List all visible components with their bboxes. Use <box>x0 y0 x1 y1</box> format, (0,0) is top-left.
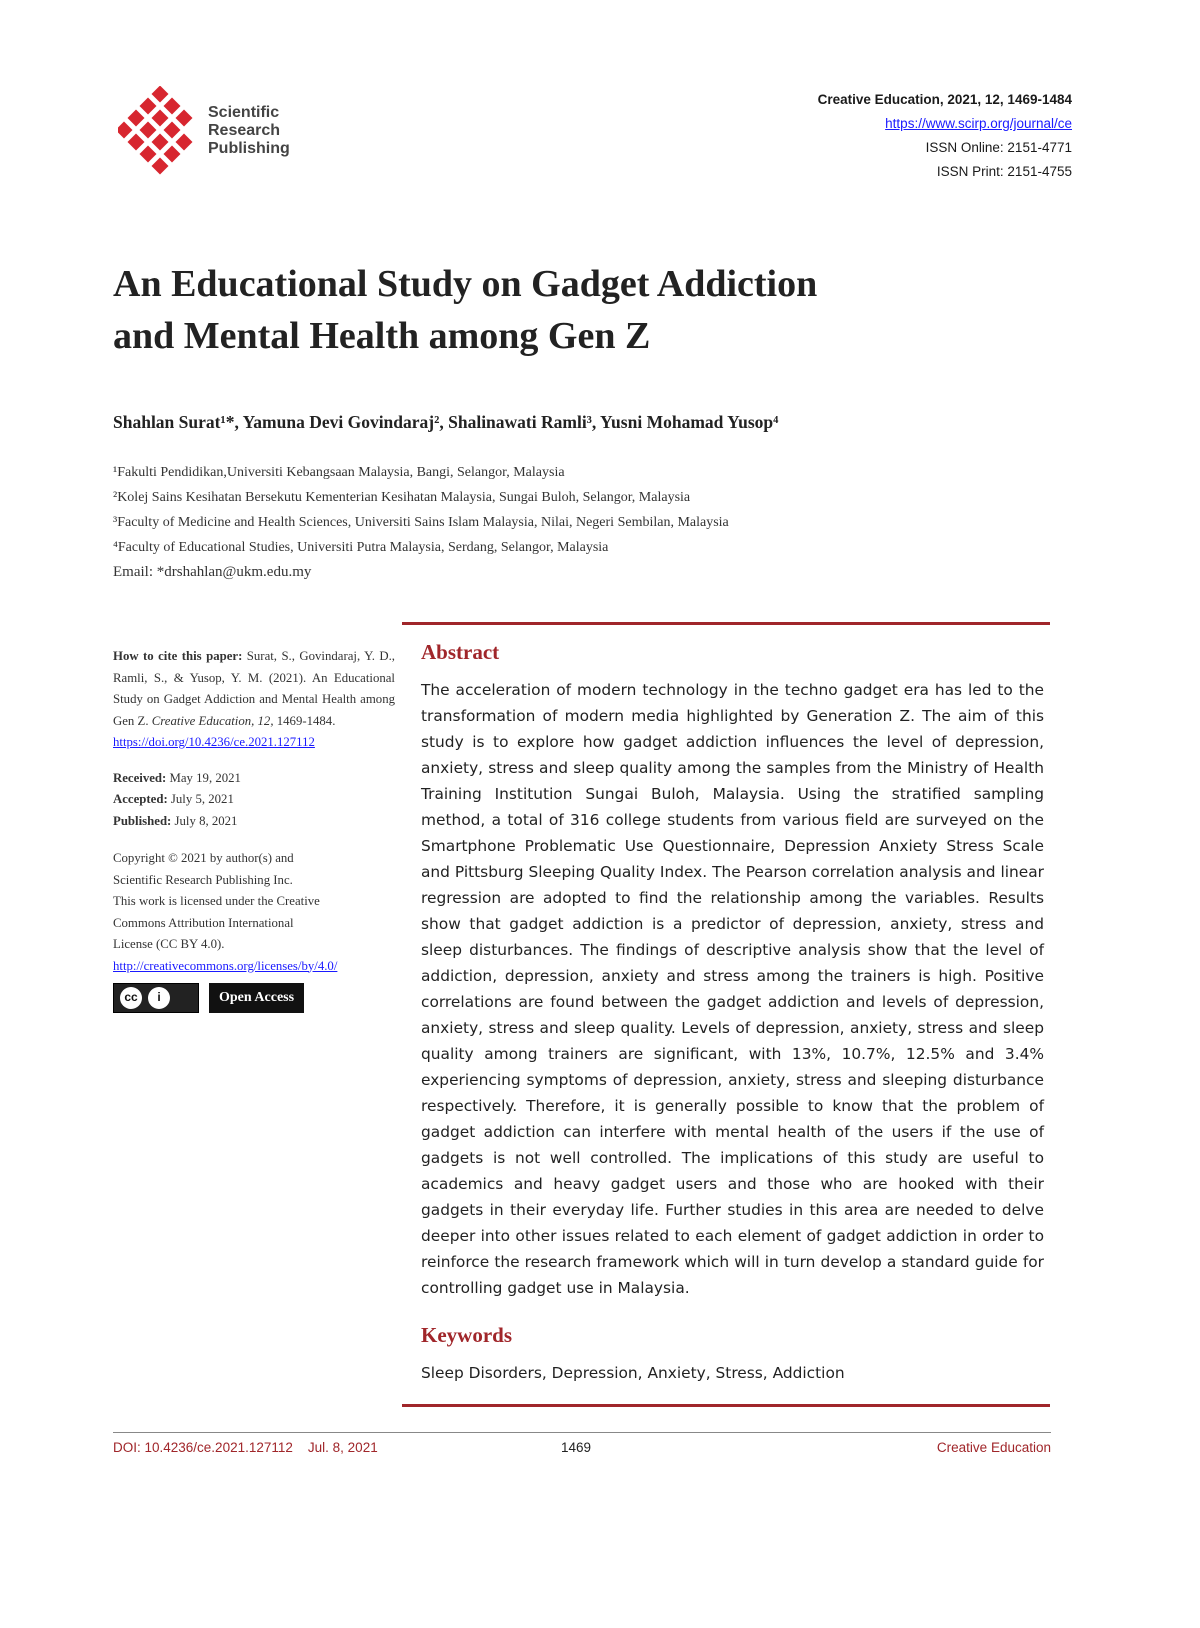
publisher-logo <box>118 86 318 176</box>
footer-doi-date <box>113 1440 378 1455</box>
copyright-block <box>113 848 395 977</box>
affiliation: ⁴Faculty of Educational Studies, Universiti Putra Malaysia, Serdang, Selangor, Malaysia <box>113 540 609 555</box>
copyright-line: This work is licensed under the Creative <box>113 894 320 908</box>
corresponding-email: Email: *drshahlan@ukm.edu.my <box>113 564 312 580</box>
received-date: May 19, 2021 <box>169 770 241 785</box>
copyright-line: Scientific Research Publishing Inc. <box>113 872 293 887</box>
accepted-date: July 5, 2021 <box>170 792 234 806</box>
publisher-name <box>208 104 338 158</box>
cc-icon: cc <box>120 987 142 1009</box>
publisher-name-line: Scientific <box>208 104 280 121</box>
citation-block <box>113 646 395 754</box>
abstract-bottom-divider <box>402 1404 1050 1407</box>
open-access-badge: Open Access <box>209 983 304 1013</box>
affiliations <box>113 460 1013 585</box>
abstract-column <box>421 640 1044 1386</box>
paper-title-line: and Mental Health among Gen Z <box>113 315 651 357</box>
copyright-line: License (CC BY 4.0). <box>113 937 225 951</box>
abstract-body: The acceleration of modern technology in the techno gadget era has led to the transformation of modern media highlighted by Generation Z. The aim of this study is to explore how gadget addiction influences the level of depression, anxiety, stress and sleep quality among the samples from the Ministry of Health Training Institution Sungai Buloh, Malaysia. Using the stratified sampling method, a total of 316 college students from various field are surveyed on the Smartphone Problematic Use Questionnaire, Depression Anxiety Stress Scale and Pittsburg Sleeping Quality Index. The Pearson correlation analysis and linear regression are adopted to find the relationship among the variables. Results show that gadget addiction is a predictor of depression, anxiety, stress and sleep disturbances. The findings of descriptive analysis show that the level of addiction, depression, anxiety and stress among the trainers is high. Positive correlations are found between the gadget addiction and levels of depression, anxiety, stress and sleep quality. Levels of depression, anxiety, stress and sleep quality among trainers are significant, with 13%, 10.7%, 12.5% and 3.4% experiencing symptoms of depression, anxiety, stress and sleeping disturbance respectively. Therefore, it is generally possible to know that the problem of gadget addiction can interfere with mental health of the users if the use of gadgets is not well controlled. The implications of this study are useful to academics and heavy gadget users and those who are hooked with their gadgets in their everyday life. Further studies in this area are needed to delve deeper into other issues related to each element of gadget addiction in order to reinforce the research framework which will in turn develop a standard guide for controlling gadget use in Malaysia. <box>421 681 1044 1297</box>
footer-journal: Creative Education <box>936 1440 1051 1455</box>
published-label: Published: <box>113 813 172 828</box>
publisher-logo-mark-icon <box>118 86 198 176</box>
attribution-icon: i <box>148 987 170 1009</box>
publisher-name-line: Publishing <box>208 140 290 157</box>
abstract-top-divider <box>402 622 1050 625</box>
copyright-line: Copyright © 2021 by author(s) and <box>113 851 294 865</box>
issn-online: ISSN Online: 2151-4771 <box>925 140 1072 155</box>
publication-dates <box>113 768 395 833</box>
published-date: July 8, 2021 <box>174 813 238 828</box>
cite-journal: Creative Education, 12, <box>151 713 274 728</box>
issn-print: ISSN Print: 2151-4755 <box>936 164 1072 179</box>
cite-pages: 1469-1484. <box>276 713 336 728</box>
footer-date: Jul. 8, 2021 <box>307 1440 378 1455</box>
publisher-name-line: Research <box>208 122 281 139</box>
copyright-line: Commons Attribution International <box>113 915 294 930</box>
license-link[interactable]: http://creativecommons.org/licenses/by/4.0/ <box>113 958 338 973</box>
author-list: Shahlan Surat¹*, Yamuna Devi Govindaraj², Shalinawati Ramli³, Yusni Mohamad Yusop⁴ <box>113 412 779 432</box>
doi-link[interactable]: https://doi.org/10.4236/ce.2021.127112 <box>113 735 315 749</box>
page-number: 1469 <box>561 1440 592 1455</box>
received-label: Received: <box>113 770 167 785</box>
journal-info <box>818 88 1072 184</box>
keywords-heading: Keywords <box>421 1323 512 1347</box>
paper-title-line: An Educational Study on Gadget Addiction <box>113 263 818 305</box>
footer-doi: DOI: 10.4236/ce.2021.127112 <box>113 1440 293 1455</box>
affiliation: ¹Fakulti Pendidikan,Universiti Kebangsaan Malaysia, Bangi, Selangor, Malaysia <box>113 465 565 480</box>
abstract-heading: Abstract <box>421 640 500 664</box>
accepted-label: Accepted: <box>113 792 168 806</box>
cc-by-badge[interactable] <box>113 983 199 1013</box>
article-sidebar <box>113 646 395 1013</box>
affiliation: ³Faculty of Medicine and Health Sciences, Universiti Sains Islam Malaysia, Nilai, Negeri Sembilan, Malaysia <box>113 515 729 530</box>
paper-title <box>113 258 1093 362</box>
journal-url-link[interactable]: https://www.scirp.org/journal/ce <box>885 116 1072 131</box>
cite-text: Surat, S., Govindaraj, Y. D., Ramli, S., & Yusop, Y. M. (2021). An Educational Study on Gadget Addiction and Mental Health among Gen Z. <box>113 649 395 728</box>
journal-citation: Creative Education, 2021, 12, 1469-1484 <box>817 92 1072 107</box>
footer-divider <box>113 1432 1051 1433</box>
keywords-list: Sleep Disorders, Depression, Anxiety, Stress, Addiction <box>421 1364 845 1382</box>
affiliation: ²Kolej Sains Kesihatan Bersekutu Kementerian Kesihatan Malaysia, Sungai Buloh, Selangor, Malaysia <box>113 490 691 505</box>
cite-label: How to cite this paper: <box>113 649 243 663</box>
license-badges <box>113 983 395 1013</box>
